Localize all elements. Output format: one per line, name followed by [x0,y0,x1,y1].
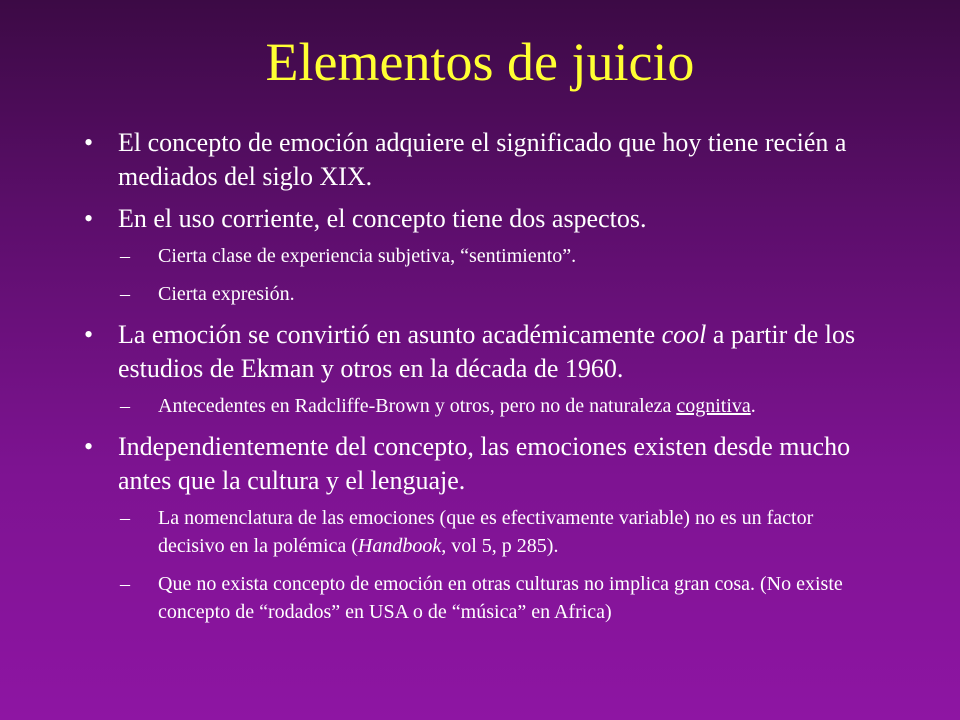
sub-list [118,392,860,420]
bullet-list [0,126,960,636]
bullet-item-independence [0,430,960,626]
bullet-text-italic: cool [661,320,707,349]
bullet-item-common-usage [0,202,960,308]
bullet-item-academic-cool [0,318,960,420]
sub-item-other-cultures [80,570,860,626]
bullet-text: El concepto de emoción adquiere el significado que hoy tiene recién a mediados del siglo XIX. [118,128,847,191]
sub-item-expression [80,280,860,308]
bullet-icon: • [84,204,94,233]
sub-list [118,504,860,626]
bullet-text-before: La emoción se convirtió en asunto académicamente [118,320,662,349]
sub-list [118,242,860,308]
sub-text-before: Antecedentes en Radcliffe-Brown y otros, pero no de naturaleza [158,395,677,417]
dash-icon: – [120,245,130,267]
sub-item-subjective-experience [80,242,860,270]
sub-text-italic: Handbook [357,535,442,557]
sub-text: Que no exista concepto de emoción en otras culturas no implica gran cosa. (No existe concepto de “rodados” en USA o de “música” en Africa) [158,573,843,623]
bullet-icon: • [84,320,94,349]
bullet-text: En el uso corriente, el concepto tiene dos aspectos. [118,204,647,233]
sub-text-after: , vol 5, p 285). [441,535,559,557]
sub-text: Cierta clase de experiencia subjetiva, “sentimiento”. [158,245,577,267]
bullet-item-concept-history [0,126,960,194]
sub-text-after: . [750,395,756,417]
bullet-icon: • [84,128,94,157]
slide-title: Elementos de juicio [265,32,695,92]
dash-icon: – [120,395,130,417]
sub-item-antecedents [80,392,860,420]
sub-text-underlined: cognitiva [676,395,751,417]
bullet-icon: • [84,432,94,461]
sub-text: Cierta expresión. [158,283,295,305]
dash-icon: – [120,507,130,529]
bullet-text-after: a partir de los estudios de Ekman y otros en la década de 1960. [118,320,856,383]
bullet-text: Independientemente del concepto, las emociones existen desde mucho antes que la cultura y el lenguaje. [118,432,851,495]
dash-icon: – [120,283,130,305]
dash-icon: – [120,573,130,595]
sub-text-before: La nomenclatura de las emociones (que es efectivamente variable) no es un factor decisivo en la polémica ( [158,507,814,557]
sub-item-nomenclature [80,504,860,560]
